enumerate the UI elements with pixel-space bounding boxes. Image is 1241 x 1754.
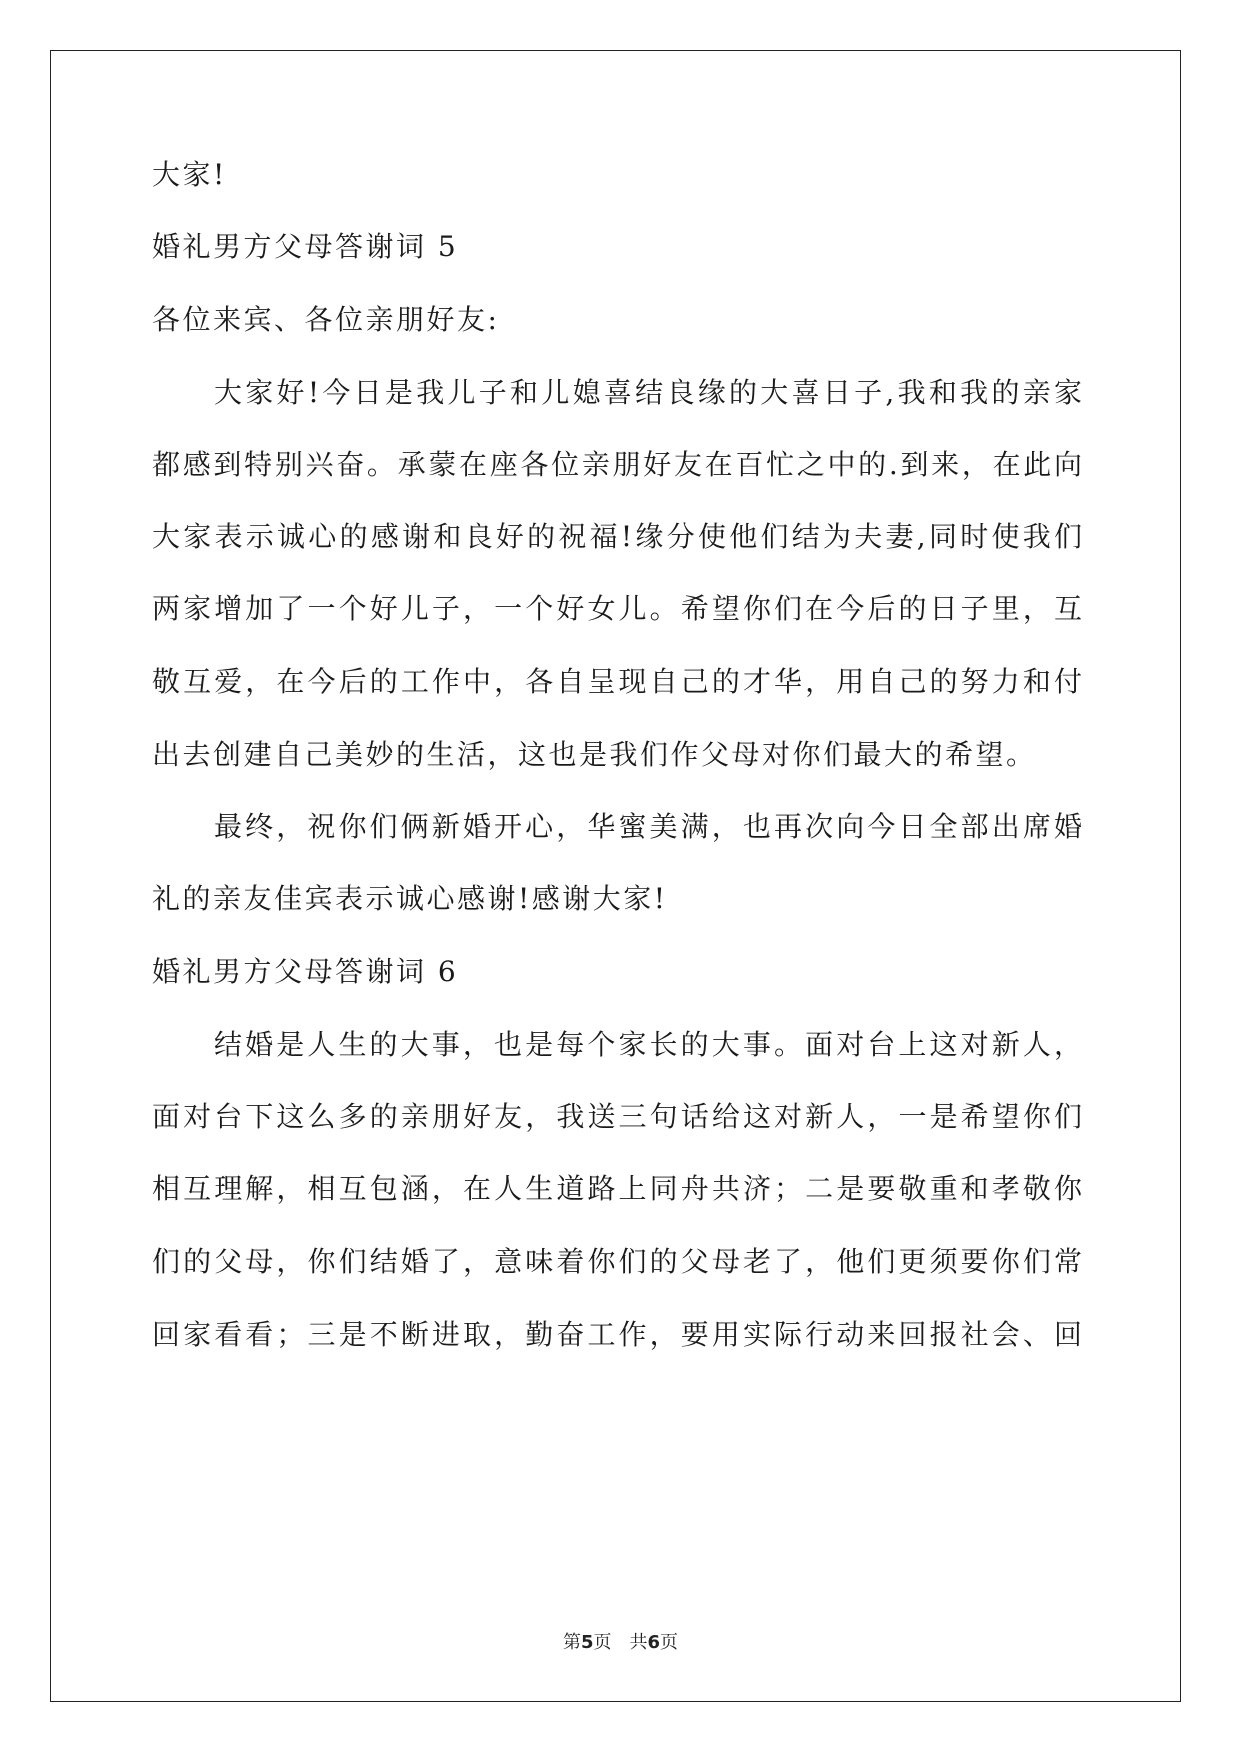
paragraph-line: 大家表示诚心的感谢和良好的祝福!缘分使他们结为夫妻,同时使我们 <box>152 520 1082 553</box>
paragraph-line: 都感到特别兴奋。承蒙在座各位亲朋好友在百忙之中的.到来，在此向 <box>152 448 1082 481</box>
salutation: 各位来宾、各位亲朋好友: <box>152 303 500 336</box>
paragraph-line: 结婚是人生的大事，也是每个家长的大事。面对台上这对新人， <box>214 1028 1082 1061</box>
paragraph-line: 出去创建自己美妙的生活，这也是我们作父母对你们最大的希望。 <box>152 738 1037 771</box>
paragraph-line: 礼的亲友佳宾表示诚心感谢!感谢大家! <box>152 882 668 915</box>
paragraph-line: 大家好!今日是我儿子和儿媳喜结良缘的大喜日子,我和我的亲家 <box>214 376 1082 409</box>
text-line: 大家! <box>152 158 227 191</box>
paragraph-line: 两家增加了一个好儿子，一个好女儿。希望你们在今后的日子里，互 <box>152 592 1082 625</box>
page-footer <box>0 1628 1241 1654</box>
paragraph-line: 敬互爱，在今后的工作中，各自呈现自己的才华，用自己的努力和付 <box>152 665 1082 698</box>
paragraph-line: 相互理解，相互包涵，在人生道路上同舟共济；二是要敬重和孝敬你 <box>152 1172 1082 1205</box>
paragraph-line: 面对台下这么多的亲朋好友，我送三句话给这对新人，一是希望你们 <box>152 1100 1082 1133</box>
paragraph-line: 回家看看；三是不断进取，勤奋工作，要用实际行动来回报社会、回 <box>152 1318 1082 1351</box>
page-prefix: 第 <box>562 1632 581 1653</box>
page-suffix: 页 <box>593 1632 612 1653</box>
total-prefix: 共 <box>629 1632 648 1653</box>
page-border <box>50 50 1181 1702</box>
total-suffix: 页 <box>660 1632 679 1653</box>
paragraph-line: 最终，祝你们俩新婚开心，华蜜美满，也再次向今日全部出席婚 <box>214 810 1082 843</box>
section-heading: 婚礼男方父母答谢词 5 <box>152 230 459 263</box>
page-number: 5 <box>580 1632 594 1653</box>
paragraph-line: 们的父母，你们结婚了，意味着你们的父母老了，他们更须要你们常 <box>152 1245 1082 1278</box>
total-pages: 6 <box>647 1632 661 1653</box>
section-heading: 婚礼男方父母答谢词 6 <box>152 955 459 988</box>
